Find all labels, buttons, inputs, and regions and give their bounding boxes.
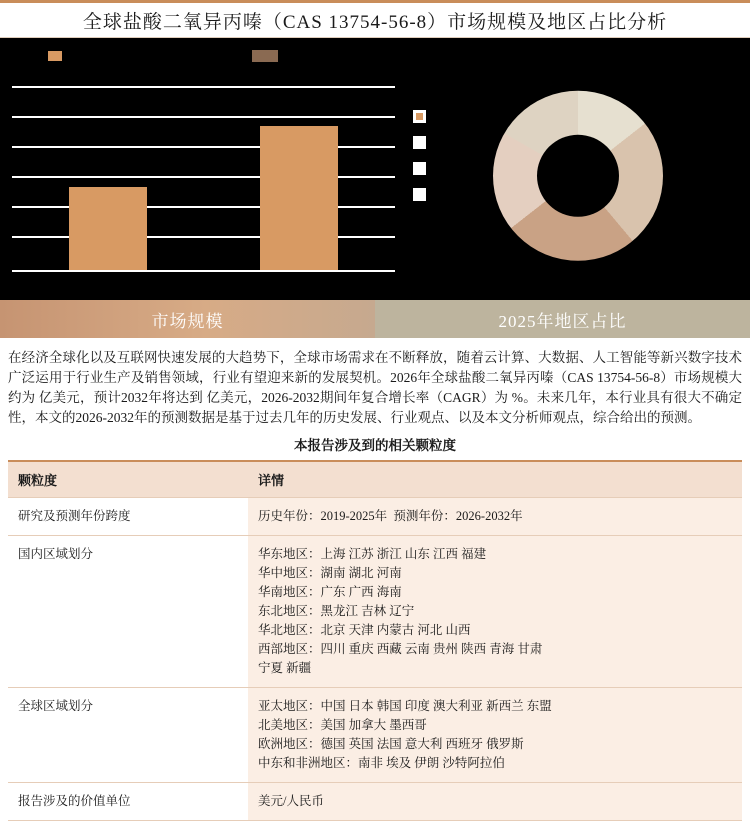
- pie-chart-legend: [413, 110, 426, 201]
- detail-line: 华北地区：北京 天津 内蒙古 河北 山西: [258, 623, 471, 637]
- legend-swatch-icon: [413, 110, 426, 123]
- table-row: [8, 536, 742, 688]
- detail-line: 宁夏 新疆: [258, 661, 312, 675]
- detail-line: 历史年份：2019-2025年 预测年份：2026-2032年: [258, 509, 523, 523]
- table-row: [8, 783, 742, 821]
- donut-hole: [537, 135, 619, 217]
- column-header-granularity: 颗粒度: [8, 461, 248, 498]
- legend-swatch-icon: [413, 136, 426, 149]
- detail-line: 亚太地区：中国 日本 韩国 印度 澳大利亚 新西兰 东盟: [258, 699, 552, 713]
- page-title: 全球盐酸二氧异丙嗪（CAS 13754-56-8）市场规模及地区占比分析: [82, 11, 668, 33]
- overview-paragraph: 在经济全球化以及互联网快速发展的大趋势下，全球市场需求在不断释放，随着云计算、大数据、人工智能等新兴数字技术广泛运用于行业生产及销售领域，行业有望迎来新的发展契机。2026年全球盐酸二氧异丙嗪（CAS 13754-56-8）市场规模大约为 亿美元，预计2032年将达到 亿美元，2026-2032期间年复合增长率（CAGR）为 %。未来几年，本行业具有很大不确定性，本文的2026-2032年的预测数据是基于过去几年的历史发展、行业观点、以及本文分析师观点，综合给出的预测。: [8, 350, 742, 425]
- bar-item: [69, 187, 147, 270]
- section-tabs: [0, 300, 750, 338]
- detail-line: 中东和非洲地区：南非 埃及 伊朗 沙特阿拉伯: [258, 756, 505, 770]
- bar-chart: [0, 38, 405, 300]
- cell-granularity: 国内区域划分: [8, 536, 248, 688]
- legend-swatch-icon: [413, 188, 426, 201]
- cell-detail: [248, 536, 742, 688]
- table-row: [8, 688, 742, 783]
- granularity-table: [8, 460, 742, 821]
- cell-detail: [248, 783, 742, 821]
- cell-granularity: 全球区域划分: [8, 688, 248, 783]
- detail-line: 东北地区：黑龙江 吉林 辽宁: [258, 604, 415, 618]
- charts-section: [0, 38, 750, 300]
- detail-line: 西部地区：四川 重庆 西藏 云南 贵州 陕西 青海 甘肃: [258, 642, 543, 656]
- detail-line: 华南地区：广东 广西 海南: [258, 585, 402, 599]
- legend-swatch-icon: [413, 162, 426, 175]
- detail-line: 华东地区：上海 江苏 浙江 山东 江西 福建: [258, 547, 487, 561]
- legend-item-series-1: [48, 51, 68, 61]
- detail-line: 华中地区：湖南 湖北 河南: [258, 566, 402, 580]
- legend-item-series-2: [252, 50, 278, 62]
- tab-label: 2025年地区占比: [498, 311, 627, 331]
- cell-granularity: 研究及预测年份跨度: [8, 498, 248, 536]
- tab-market-size[interactable]: [0, 300, 375, 338]
- donut-graphic: [493, 91, 663, 261]
- tab-region-share[interactable]: [375, 300, 750, 338]
- legend-label: [252, 50, 278, 62]
- x-axis: [12, 270, 395, 272]
- table-header-row: [8, 461, 742, 498]
- bar-plot-area: [12, 86, 395, 272]
- page-title-bar: [0, 0, 750, 38]
- detail-line: 欧洲地区：德国 英国 法国 意大利 西班牙 俄罗斯: [258, 737, 524, 751]
- column-header-detail: 详情: [248, 461, 742, 498]
- cell-detail: [248, 498, 742, 536]
- table-row: [8, 498, 742, 536]
- granularity-heading: 本报告涉及到的相关颗粒度: [294, 438, 456, 453]
- detail-line: 美元/人民币: [258, 794, 324, 808]
- cell-detail: [248, 688, 742, 783]
- bar-series: [12, 86, 395, 270]
- pie-chart: [405, 38, 750, 300]
- detail-line: 北美地区：美国 加拿大 墨西哥: [258, 718, 427, 732]
- cell-granularity: 报告涉及的价值单位: [8, 783, 248, 821]
- legend-swatch-icon: [48, 51, 62, 61]
- bar-item: [260, 126, 338, 270]
- tab-label: 市场规模: [151, 311, 224, 331]
